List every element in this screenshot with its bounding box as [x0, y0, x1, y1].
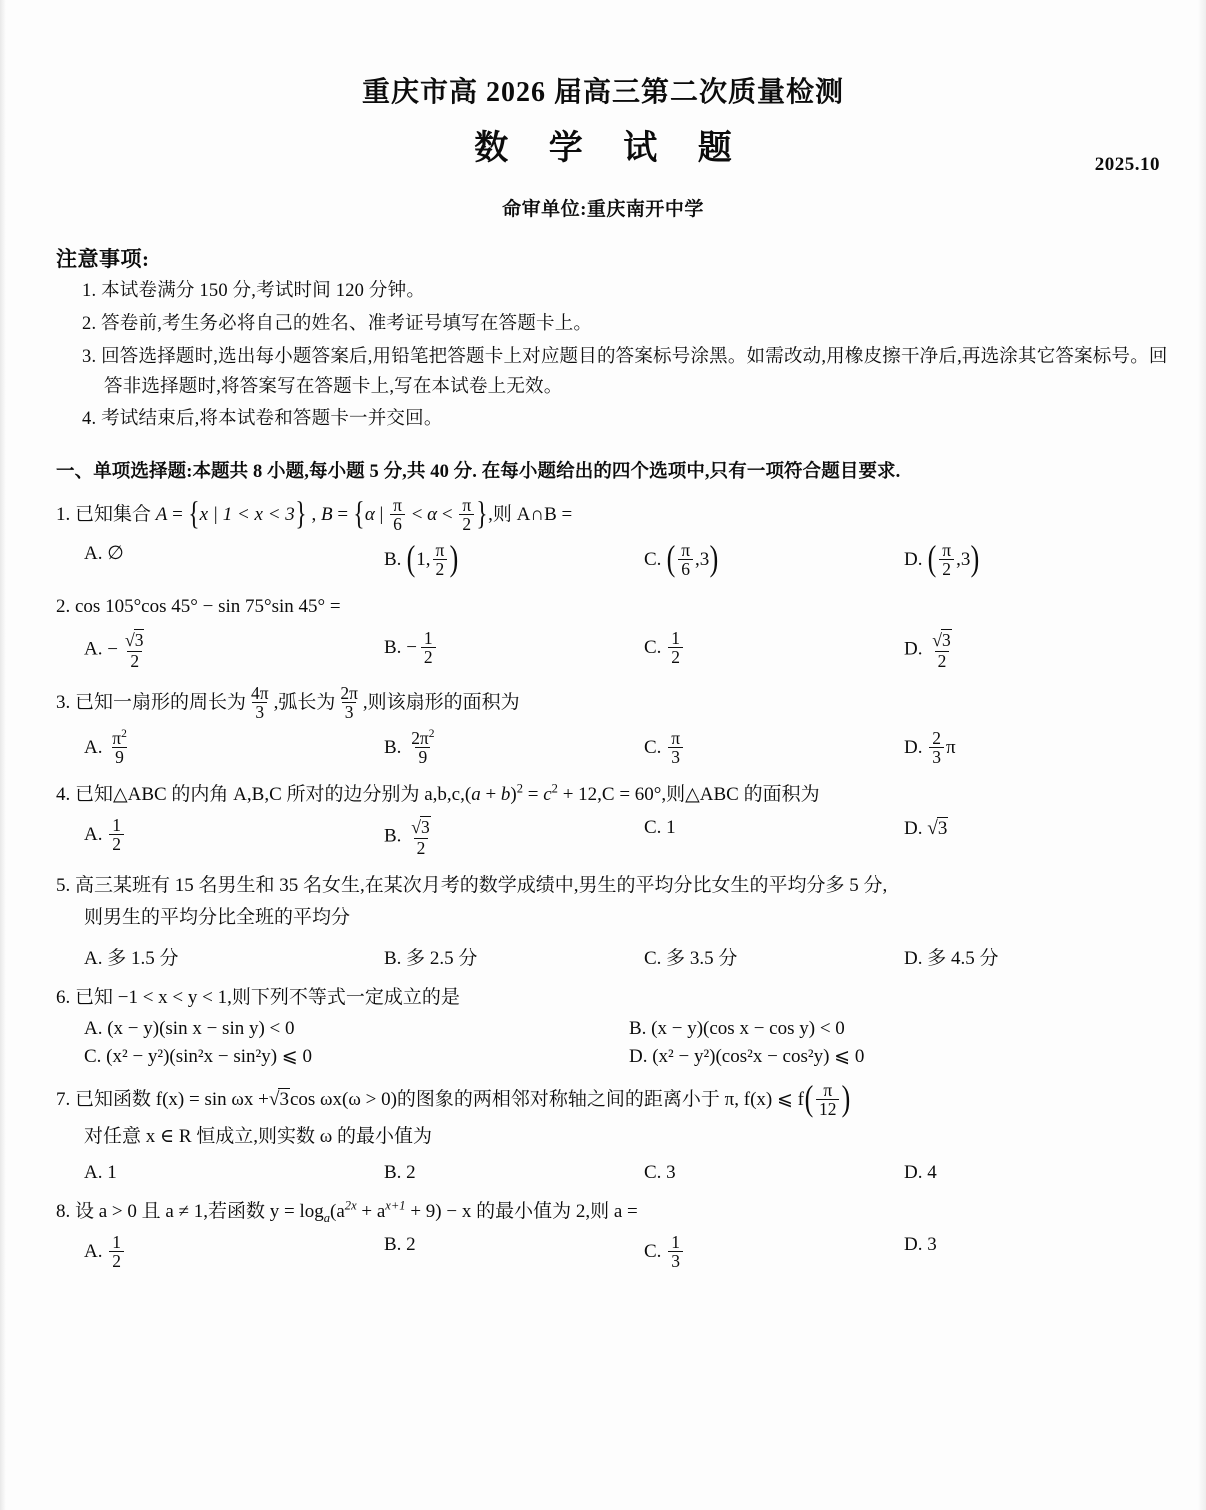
notice-item: 3. 回答选择题时,选出每小题答案后,用铅笔把答题卡上对应题目的答案标号涂黑。如需改动,用橡皮擦干净后,再选涂其它答案标号。回答非选择题时,将答案写在答题卡上,写在本试卷上无效。	[82, 346, 1168, 397]
question-3	[0, 682, 1206, 767]
option-a[interactable]: A. $\frac{\pi^2}{9}$	[84, 727, 127, 767]
question-stem: 1. 已知集合 A = {x | 1 < x < 3} , B = {α | $\frac{\pi}{6}$ < α < $\frac{\pi}{2}$ },则 A∩B =	[56, 495, 573, 535]
option-a-label: A.	[84, 823, 103, 845]
question-stem	[56, 872, 1206, 901]
option-a-label: A.	[84, 1241, 103, 1263]
question-8	[0, 1198, 1206, 1272]
notice-list	[0, 277, 1206, 436]
subject-row	[0, 130, 1206, 178]
stem-text: cos ωx(ω > 0)的图象的两相邻对称轴之间的距离小于 π, f(x) ⩽ f	[289, 1089, 804, 1111]
option-d-label: D.	[904, 818, 923, 840]
option-d[interactable]: D. ( $\frac{\pi}{2}$ ,3)	[904, 538, 980, 580]
stem-text: ,C = 60°,则△ABC 的面积为	[597, 783, 820, 805]
question-number: 6.	[56, 986, 71, 1008]
set-a-body: x | 1 < x < 3	[199, 504, 295, 526]
option-a-label: A.	[84, 638, 103, 660]
question-stem: 8. 设 a > 0 且 a ≠ 1,若函数 $y = \log_a(a^{2x} + a^{x+1} + 9) - x$ 的最小值为 2,则 a =	[56, 1198, 638, 1225]
option-b[interactable]: B. − $\frac{1}{2}$	[384, 630, 644, 671]
option-b-label: B.	[384, 549, 402, 571]
option-b[interactable]: B. (x − y)(cos x − cos y) < 0	[629, 1018, 845, 1040]
option-c[interactable]: C. $\frac{\pi}{3}$	[644, 730, 904, 767]
option-d[interactable]: D. 4	[904, 1161, 937, 1183]
question-number: 5.	[56, 874, 71, 896]
stem-text: (a	[330, 1200, 345, 1222]
option-b-label: B.	[384, 736, 402, 758]
notice-item: 1. 本试卷满分 150 分,考试时间 120 分钟。	[82, 280, 426, 301]
question-6	[0, 984, 1206, 1069]
question-number: 2.	[56, 596, 71, 618]
option-c-label: C.	[644, 636, 662, 658]
question-stem: 3. 已知一扇形的周长为 $\frac{4\pi}{3}$ ,弧长为 $\frac{2\pi}{3}$ ,则该扇形的面积为	[56, 682, 520, 722]
option-c[interactable]: C. 多 3.5 分	[644, 947, 738, 969]
options-row	[84, 1234, 1206, 1271]
option-c[interactable]: C. $\frac{1}{2}$	[644, 630, 904, 671]
options-grid	[84, 1018, 1206, 1068]
option-d[interactable]: D. $\frac{2}{3}$ π	[904, 727, 956, 767]
question-number: 3.	[56, 691, 71, 713]
notice-item: 4. 考试结束后,将本试卷和答题卡一并交回。	[82, 409, 443, 430]
options-row	[84, 727, 1206, 767]
option-a[interactable]: A. ∅	[84, 543, 124, 565]
option-b[interactable]: B. $\frac{2\pi^2}{9}$	[384, 727, 435, 767]
option-a[interactable]: A. (x − y)(sin x − sin y) < 0	[84, 1018, 295, 1040]
option-c[interactable]: C. $\frac{1}{3}$	[644, 1234, 904, 1271]
stem-text: + a	[356, 1200, 386, 1222]
question-7	[0, 1078, 1206, 1184]
options-row	[84, 817, 1206, 858]
option-b-label: B.	[384, 825, 402, 847]
options-row	[84, 1045, 1206, 1068]
stem-text: 已知△ABC 的内角 A,B,C 所对的边分别为 a,b,c,	[75, 783, 465, 805]
option-d-label: D.	[904, 736, 923, 758]
option-d[interactable]: D. $\frac{√3}{2}$	[904, 629, 951, 671]
option-b[interactable]: B. 2	[384, 1234, 416, 1256]
stem-text: 已知函数 f(x) = sin ωx +	[75, 1089, 269, 1111]
question-stem	[56, 984, 1206, 1013]
option-c[interactable]: C. (x² − y²)(sin²x − sin²y) ⩽ 0	[84, 1046, 312, 1068]
options-row	[84, 1162, 1206, 1184]
option-a[interactable]: A. 1	[84, 1161, 117, 1183]
option-a[interactable]: A. $\frac{1}{2}$	[84, 817, 384, 858]
option-a[interactable]: A. $\frac{1}{2}$	[84, 1234, 384, 1271]
stem-tail: ,则 A∩B =	[488, 504, 573, 526]
option-d-label: D.	[904, 638, 923, 660]
option-b[interactable]: B. (1, $\frac{\pi}{2}$ )	[384, 538, 459, 580]
option-c-label: C.	[644, 736, 662, 758]
notice-item: 2. 答卷前,考生务必将自己的姓名、准考证号填写在答题卡上。	[82, 313, 593, 334]
question-number: 7.	[56, 1089, 71, 1111]
options-row	[84, 943, 1206, 970]
question-stem	[56, 593, 1206, 622]
stem-text: 已知一扇形的周长为	[75, 691, 247, 713]
fraction: $\frac{\pi}{2}$	[459, 496, 474, 533]
stem-text: + 9) − x 的最小值为 2,则 a =	[405, 1200, 638, 1222]
page-title: 重庆市高 2026 届高三第二次质量检测	[361, 77, 844, 108]
stem-text: 高三某班有 15 名男生和 35 名女生,在某次月考的数学成绩中,男生的平均分比女生的平均分多 5 分,	[75, 874, 888, 896]
option-d[interactable]: D. 3	[904, 1234, 937, 1256]
option-a[interactable]: A. − $\frac{√3}{2}$	[84, 629, 144, 671]
set-a-label: A	[155, 504, 168, 526]
exam-date: 2025.10	[1094, 153, 1160, 175]
option-d[interactable]: D. √3	[904, 818, 948, 840]
options-row	[84, 538, 1206, 580]
option-c[interactable]: C. ( $\frac{\pi}{6}$ ,3)	[644, 538, 719, 580]
question-5	[0, 872, 1206, 970]
option-c-label: C.	[644, 1241, 662, 1263]
stem-text: 设 a > 0 且 a ≠ 1,若函数 y = log	[75, 1200, 324, 1222]
question-stem-continued: 则男生的平均分比全班的平均分	[84, 907, 351, 929]
question-stem-continued: 对任意 x ∈ R 恒成立,则实数 ω 的最小值为	[84, 1126, 432, 1148]
option-a-label: A.	[84, 736, 103, 758]
issuing-organization: 命审单位:重庆南开中学	[502, 198, 704, 220]
option-c[interactable]: C. 1	[644, 817, 676, 839]
question-4	[0, 781, 1206, 858]
option-b[interactable]: B. 2	[384, 1161, 416, 1183]
notice-heading: 注意事项:	[56, 246, 150, 271]
stem-text: 已知集合	[75, 504, 152, 526]
question-2	[0, 593, 1206, 670]
option-d-label: D.	[904, 549, 923, 571]
option-a[interactable]: A. 多 1.5 分	[84, 947, 179, 969]
stem-text: 已知 −1 < x < y < 1,则下列不等式一定成立的是	[75, 986, 460, 1008]
section-heading: 一、单项选择题:本题共 8 小题,每小题 5 分,共 40 分. 在每小题给出的四个选项中,只有一项符合题目要求.	[56, 462, 901, 483]
option-c[interactable]: C. 3	[644, 1161, 676, 1183]
stem-text: cos 105°cos 45° − sin 75°sin 45° =	[75, 596, 341, 618]
stem-text: ,弧长为	[273, 691, 336, 713]
option-b[interactable]: B. 多 2.5 分	[384, 947, 478, 969]
option-c-label: C.	[644, 549, 662, 571]
question-number: 1.	[56, 504, 71, 526]
option-d[interactable]: D. (x² − y²)(cos²x − cos²y) ⩽ 0	[629, 1046, 865, 1068]
set-b-label: B	[321, 504, 333, 526]
options-row	[84, 627, 1206, 671]
option-b[interactable]: B. $\frac{√3}{2}$	[384, 817, 430, 858]
question-stem: 4. 已知△ABC 的内角 A,B,C 所对的边分别为 $a,b,c,(a + b)^2 = c^2 + 12,C = 60^\circ$,则△ABC 的面积为	[56, 781, 820, 805]
option-b-label: B.	[384, 636, 402, 658]
question-number: 8.	[56, 1200, 71, 1222]
subject-title: 数 学 试 题	[474, 129, 748, 167]
question-1	[0, 497, 1206, 579]
question-stem: 7. 已知函数 f(x) = sin ωx +√3cos ωx(ω > 0)的图象的两相邻对称轴之间的距离小于 π, f(x) ⩽ f( $\frac{\pi}{12}$ )	[56, 1078, 851, 1120]
stem-text: ,则该扇形的面积为	[362, 691, 520, 713]
options-row	[84, 1018, 1206, 1040]
question-number: 4.	[56, 783, 71, 805]
fraction: $\frac{\pi}{6}$	[390, 496, 405, 533]
option-d[interactable]: D. 多 4.5 分	[904, 947, 999, 969]
